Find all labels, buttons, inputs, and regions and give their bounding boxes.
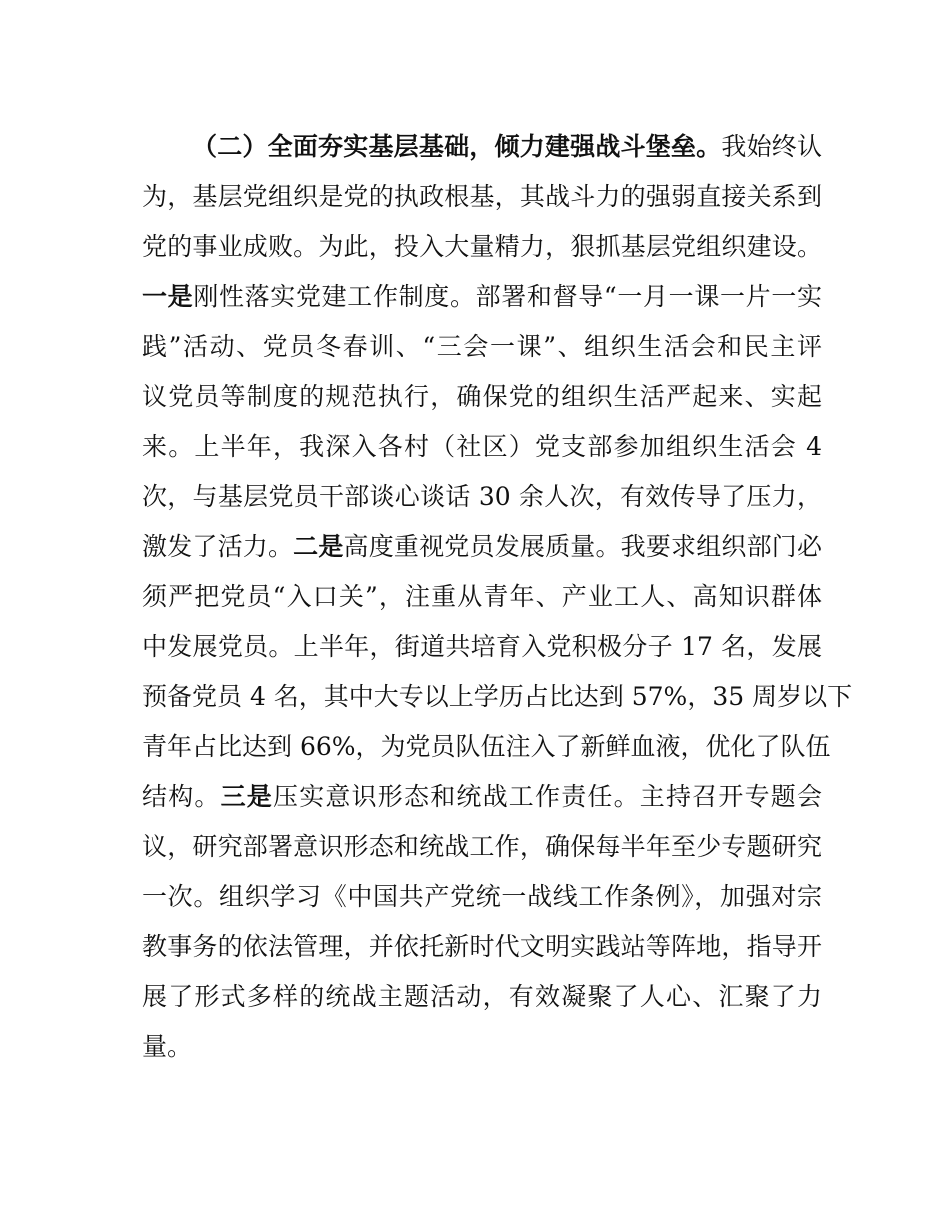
text-line xyxy=(142,522,822,572)
bold-run: 一是 xyxy=(142,282,194,311)
text-line xyxy=(142,172,822,222)
text-line xyxy=(142,372,822,422)
text-line xyxy=(142,1022,822,1072)
text-line xyxy=(142,322,822,372)
text-run: 压实意识形态和统战工作责任。主持召开专题会 xyxy=(273,782,822,811)
text-run: 议党员等制度的规范执行，确保党的组织生活严起来、实起 xyxy=(142,382,822,411)
text-run: 激发了活力。 xyxy=(142,532,294,561)
text-run: 中发展党员。上半年，街道共培育入党积极分子 17 名，发展 xyxy=(142,632,822,661)
text-run: 来。上半年，我深入各村（社区）党支部参加组织生活会 4 xyxy=(142,432,822,461)
text-run: 践”活动、党员冬春训、“三会一课”、组织生活会和民主评 xyxy=(142,332,822,361)
text-line xyxy=(142,972,822,1022)
text-line xyxy=(142,122,822,172)
text-line xyxy=(142,622,822,672)
text-line xyxy=(142,722,831,772)
text-line xyxy=(142,872,822,922)
text-line xyxy=(142,422,822,472)
text-line xyxy=(142,922,822,972)
text-run: 预备党员 4 名，其中大专以上学历占比达到 57%，35 周岁以下 xyxy=(142,682,853,711)
text-run: 为，基层党组织是党的执政根基，其战斗力的强弱直接关系到 xyxy=(142,182,822,211)
text-run: 党的事业成败。为此，投入大量精力，狠抓基层党组织建设。 xyxy=(142,232,822,261)
text-run: 量。 xyxy=(142,1032,193,1061)
bold-run: （二）全面夯实基层基础，倾力建强战斗堡垒。 xyxy=(192,132,722,161)
text-run: 次，与基层党员干部谈心谈话 30 余人次，有效传导了压力， xyxy=(142,482,822,511)
text-run: 结构。 xyxy=(142,782,221,811)
text-run: 教事务的依法管理，并依托新时代文明实践站等阵地，指导开 xyxy=(142,932,822,961)
text-line xyxy=(142,672,853,722)
bold-run: 三是 xyxy=(220,782,274,811)
text-line xyxy=(142,472,822,522)
text-run: 青年占比达到 66%，为党员队伍注入了新鲜血液，优化了队伍 xyxy=(142,732,831,761)
text-run: 高度重视党员发展质量。我要求组织部门必 xyxy=(343,532,822,561)
text-run: 我始终认 xyxy=(721,132,822,161)
body-paragraph xyxy=(142,122,853,1072)
text-run: 一次。组织学习《中国共产党统一战线工作条例》，加强对宗 xyxy=(142,882,822,911)
text-line xyxy=(142,772,822,822)
text-run: 展了形式多样的统战主题活动，有效凝聚了人心、汇聚了力 xyxy=(142,982,822,1011)
text-line xyxy=(142,572,822,622)
text-run: 刚性落实党建工作制度。部署和督导“一月一课一片一实 xyxy=(193,282,822,311)
text-line xyxy=(142,822,822,872)
text-run: 须严把党员“入口关”，注重从青年、产业工人、高知识群体 xyxy=(142,582,822,611)
text-run: 议，研究部署意识形态和统战工作，确保每半年至少专题研究 xyxy=(142,832,822,861)
bold-run: 二是 xyxy=(293,532,344,561)
text-line xyxy=(142,222,822,272)
text-line xyxy=(142,272,822,322)
